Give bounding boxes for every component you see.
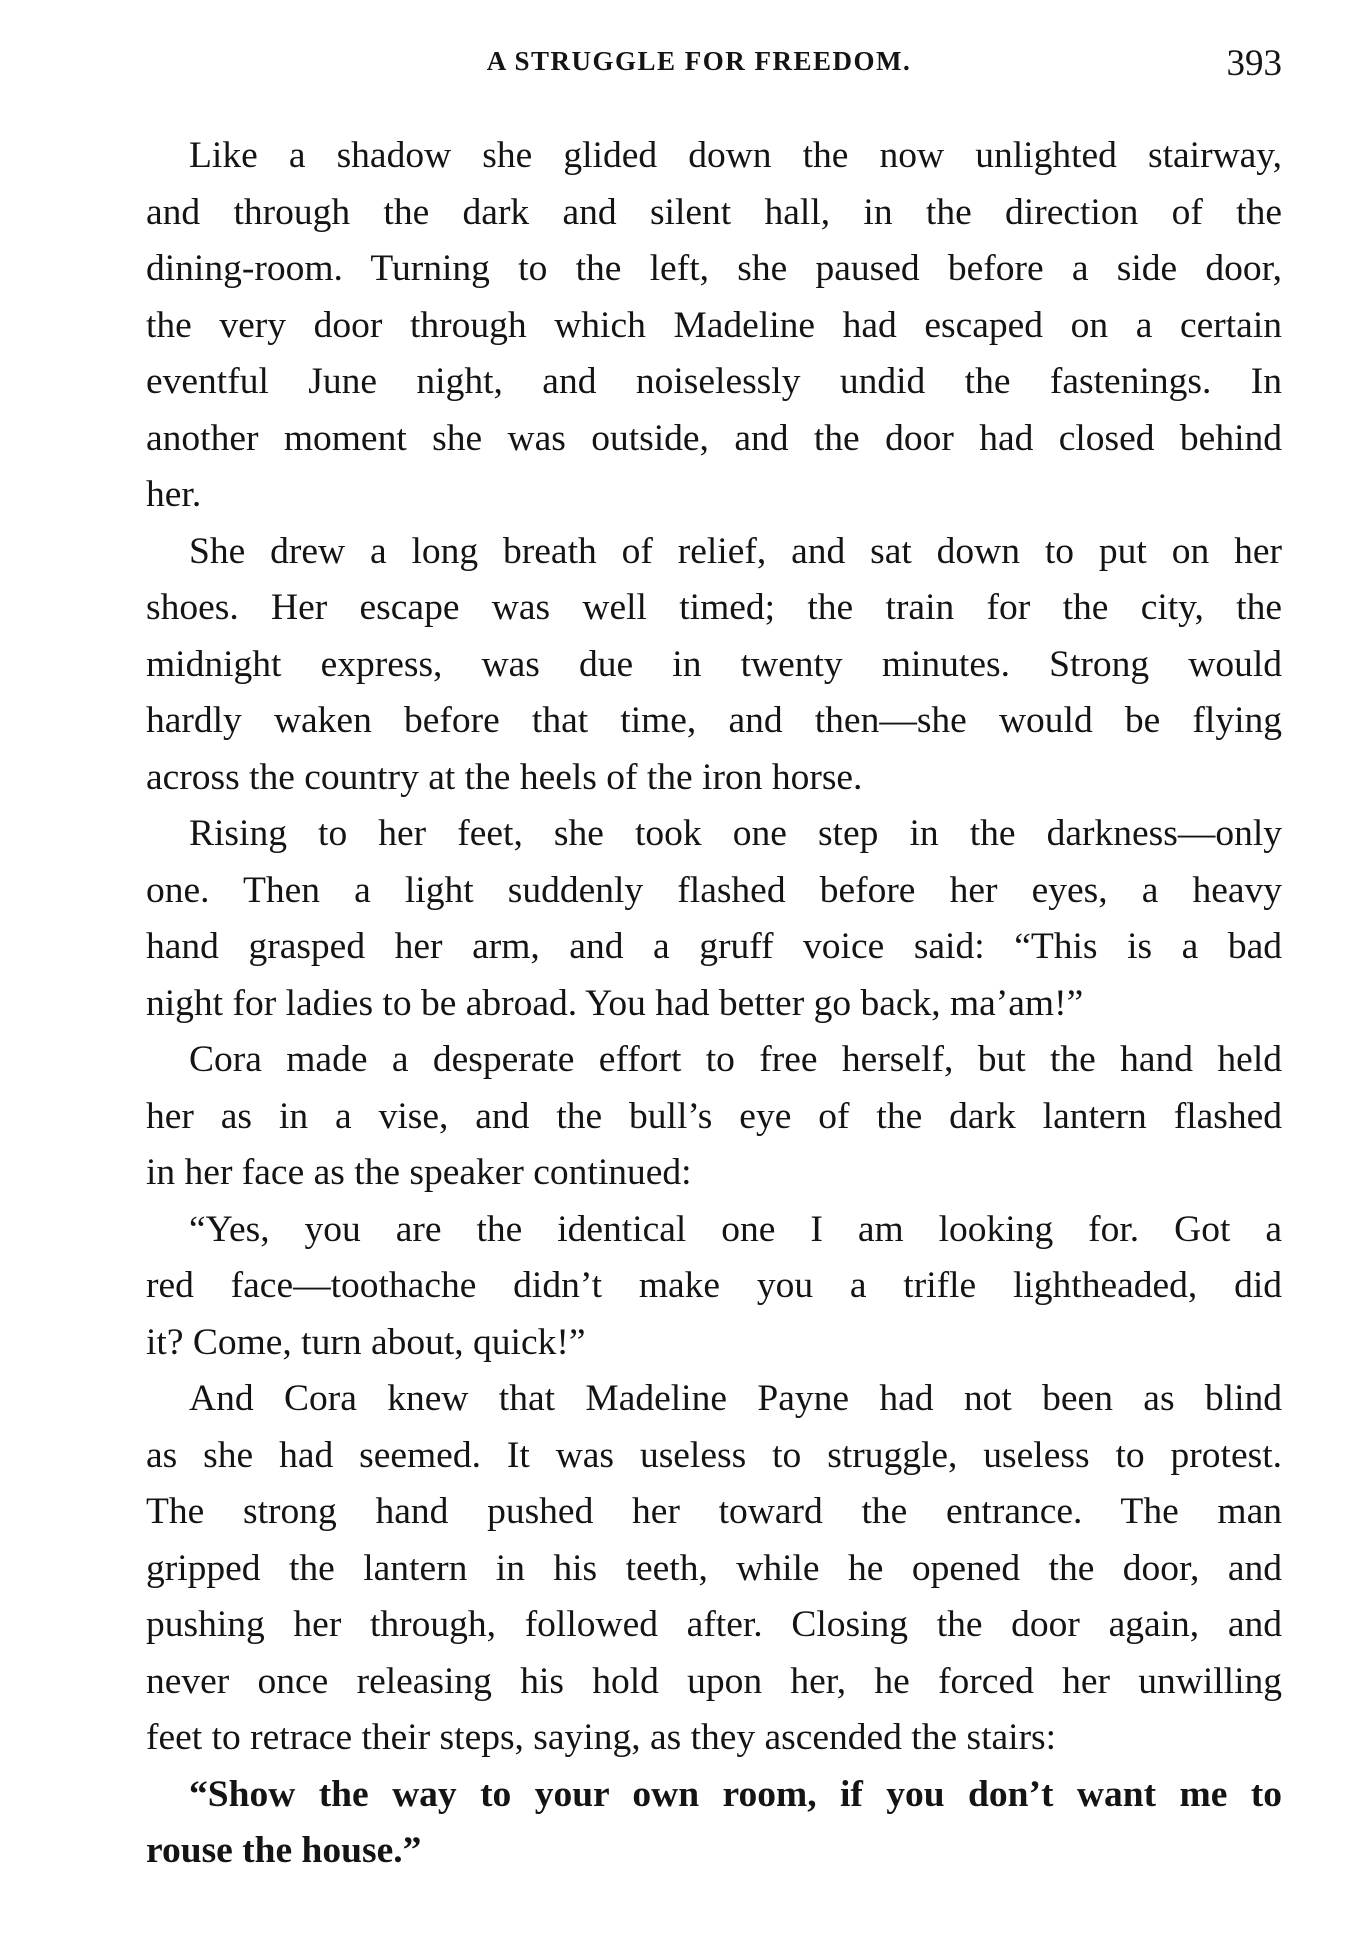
text-line: red face—toothache didn’t make you a trifle lightheaded, did xyxy=(146,1265,1282,1306)
text-line: feet to retrace their steps, saying, as they ascended the stairs: xyxy=(146,1717,1057,1758)
text-line: She drew a long breath of relief, and sat down to put on her xyxy=(189,530,1282,572)
text-line: her as in a vise, and the bull’s eye of the dark lantern flashed xyxy=(146,1095,1282,1137)
text-line: night for ladies to be abroad. You had better go back, ma’am!” xyxy=(146,982,1084,1024)
text-line: “Yes, you are the identical one I am looking for. Got a xyxy=(189,1208,1282,1250)
text-line: and through the dark and silent hall, in the direction of the xyxy=(146,191,1282,233)
text-line: another moment she was outside, and the door had closed behind xyxy=(146,417,1282,459)
running-title: A STRUGGLE FOR FREEDOM. xyxy=(486,46,912,76)
text-line: And Cora knew that Madeline Payne had not been as blind xyxy=(189,1378,1282,1419)
text-line: her. xyxy=(146,474,202,515)
text-line: one. Then a light suddenly flashed before her eyes, a heavy xyxy=(146,869,1282,911)
text-line: eventful June night, and noiselessly undid the fastenings. In xyxy=(146,361,1282,402)
text-line: “Show the way to your own room, if you don’t want me to xyxy=(189,1773,1282,1815)
text-line: Cora made a desperate effort to free herself, but the hand held xyxy=(189,1039,1282,1080)
text-line: Like a shadow she glided down the now unlighted stairway, xyxy=(189,135,1282,176)
text-line: as she had seemed. It was useless to struggle, useless to protest. xyxy=(146,1434,1282,1476)
text-line: The strong hand pushed her toward the entrance. The man xyxy=(146,1491,1282,1532)
text-line: in her face as the speaker continued: xyxy=(146,1152,692,1193)
text-line: gripped the lantern in his teeth, while he opened the door, and xyxy=(146,1547,1282,1589)
text-line: rouse the house.” xyxy=(146,1830,422,1871)
text-line: shoes. Her escape was well timed; the train for the city, the xyxy=(146,587,1282,628)
text-line: midnight express, was due in twenty minutes. Strong would xyxy=(146,643,1282,685)
page-number: 393 xyxy=(1226,43,1282,84)
text-line: hardly waken before that time, and then—she would be flying xyxy=(146,700,1282,741)
text-line: pushing her through, followed after. Closing the door again, and xyxy=(146,1604,1282,1645)
text-line: dining-room. Turning to the left, she paused before a side door, xyxy=(146,248,1282,289)
text-line: the very door through which Madeline had escaped on a certain xyxy=(146,304,1282,346)
text-line: never once releasing his hold upon her, he forced her unwilling xyxy=(146,1660,1282,1702)
running-head xyxy=(146,42,1282,92)
text-line: hand grasped her arm, and a gruff voice said: “This is a bad xyxy=(146,926,1282,967)
text-line: across the country at the heels of the iron horse. xyxy=(146,756,863,798)
text-line: it? Come, turn about, quick!” xyxy=(146,1321,586,1363)
text-line: Rising to her feet, she took one step in the darkness—only xyxy=(189,813,1282,854)
body-text xyxy=(146,128,1282,1880)
